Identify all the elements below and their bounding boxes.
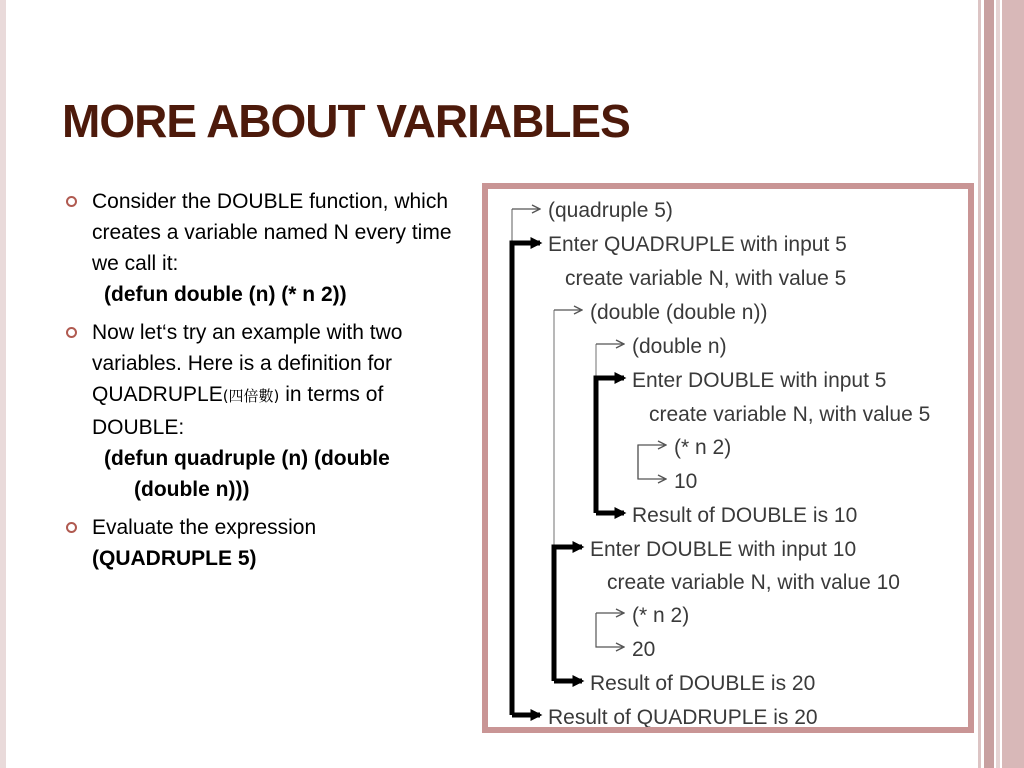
bullet-item-evaluate bbox=[66, 512, 466, 574]
trace-line-enter-double-10: Enter DOUBLE with input 10 bbox=[590, 538, 857, 561]
code-quadruple-5: (QUADRUPLE 5) bbox=[92, 547, 257, 570]
arrow-to-result-10 bbox=[638, 445, 666, 479]
bullet-text: Evaluate the expression bbox=[92, 516, 317, 539]
trace-line-enter-quadruple: Enter QUADRUPLE with input 5 bbox=[548, 233, 847, 256]
trace-line-multiply-2: (* n 2) bbox=[632, 604, 690, 627]
right-decorative-stripes bbox=[978, 0, 1024, 768]
trace-line-create-n-5: create variable N, with value 5 bbox=[565, 267, 847, 290]
evaluation-trace-panel bbox=[482, 183, 974, 733]
code-defun-double: (defun double (n) (* n 2)) bbox=[104, 283, 347, 306]
trace-line-create-n-10: create variable N, with value 10 bbox=[607, 571, 900, 594]
bullet-text-continued: in terms of DOUBLE: bbox=[92, 383, 384, 439]
trace-line-quadruple-call: (quadruple 5) bbox=[548, 199, 673, 222]
bullet-item-quadruple-definition bbox=[66, 317, 466, 505]
trace-line-double-double: (double (double n)) bbox=[590, 301, 768, 324]
bracket-quadruple bbox=[512, 243, 540, 715]
trace-line-enter-double-5: Enter DOUBLE with input 5 bbox=[632, 369, 887, 392]
bullet-ring-icon bbox=[66, 327, 77, 338]
trace-line-multiply-1: (* n 2) bbox=[674, 436, 732, 459]
evaluation-trace-diagram bbox=[488, 189, 968, 727]
bullet-list bbox=[66, 186, 466, 574]
trace-line-result-double-10: Result of DOUBLE is 10 bbox=[632, 504, 858, 527]
trace-line-create-n-5-inner: create variable N, with value 5 bbox=[649, 403, 931, 426]
bullet-text: Now let‘s try an example with two variables. Here is a definition for QUADRUPLE bbox=[92, 321, 403, 406]
bullet-ring-icon bbox=[66, 522, 77, 533]
left-border bbox=[0, 0, 6, 768]
slide-title: MORE ABOUT VARIABLES bbox=[62, 95, 630, 147]
trace-line-inner-double: (double n) bbox=[632, 335, 727, 358]
bullet-item-double-function bbox=[66, 186, 466, 310]
trace-line-result-double-20: Result of DOUBLE is 20 bbox=[590, 672, 816, 695]
arrow-to-multiply-1 bbox=[638, 445, 666, 479]
bracket-double-10 bbox=[554, 547, 582, 681]
chinese-gloss: (四倍數) bbox=[222, 387, 280, 405]
code-defun-quadruple-line-2: (double n))) bbox=[134, 478, 250, 501]
arrow-to-result-20 bbox=[596, 613, 624, 647]
trace-line-value-10: 10 bbox=[674, 470, 698, 493]
code-defun-quadruple-line-1: (defun quadruple (n) (double bbox=[104, 447, 390, 470]
bracket-double-5 bbox=[596, 378, 624, 513]
trace-line-value-20: 20 bbox=[632, 638, 656, 661]
bullet-text: Consider the DOUBLE function, which creates a variable named N every time we call it: bbox=[92, 190, 452, 275]
trace-line-result-quadruple-20: Result of QUADRUPLE is 20 bbox=[548, 706, 818, 727]
bullet-ring-icon bbox=[66, 196, 77, 207]
